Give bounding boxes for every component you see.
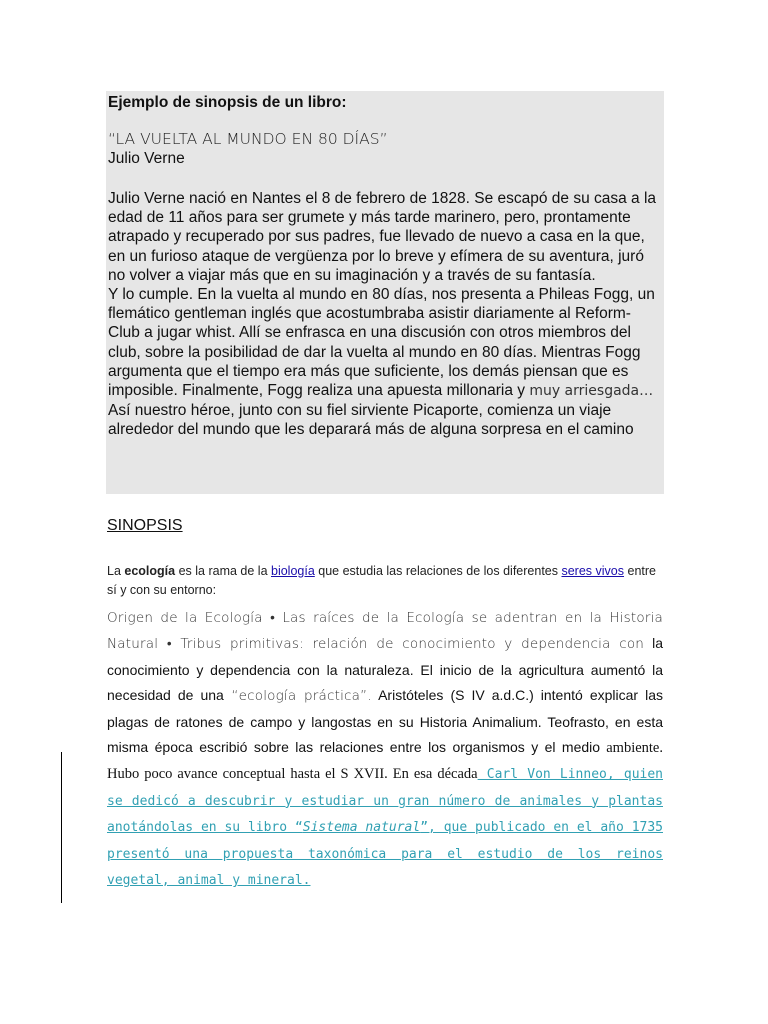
book-author: Julio Verne	[108, 150, 185, 167]
intro-mid: es la rama de la	[175, 564, 271, 578]
synopsis-example-content	[106, 91, 664, 440]
biology-link[interactable]: biología	[271, 564, 315, 578]
linneo-link-part-a: Carl Von Linneo, quien se dedicó a descubrir y estudiar un gran número de animales y plantas anotándolas en su libro “	[107, 767, 663, 836]
living-beings-link[interactable]: seres vivos	[561, 564, 625, 578]
linneo-link[interactable]	[107, 767, 663, 888]
example-title: Ejemplo de sinopsis de un libro:	[108, 94, 347, 111]
margin-vertical-line	[61, 752, 62, 903]
ecology-body	[107, 605, 663, 893]
synopsis-paragraph-2-tail: muy arriesgada…	[529, 383, 654, 400]
ecology-text-2: Aristóteles (S IV a.d.C.) intentó explicar las plagas de ratones de campo y langostas en su Historia Animalium. Teofrasto, en esta misma época escribió sobre las relaciones entre los organismos y el medio	[107, 687, 663, 756]
intro-la: La	[107, 564, 125, 578]
ecology-text-serif: ambiente. Hubo poco avance conceptual hasta el S XVII. En esa década	[107, 740, 663, 783]
synopsis-text	[108, 189, 662, 440]
intro-ecology-bold: ecología	[124, 564, 176, 578]
intro-mid2: que estudia las relaciones de los diferentes	[314, 564, 562, 578]
ecology-text-1: la conocimiento y dependencia con la naturaleza. El inicio de la agricultura aumentó la necesidad de una	[107, 635, 663, 704]
ecology-origin-text: Origen de la Ecología • Las raíces de la Ecología se adentran en la Historia Natural • Tribus primitivas: relación de conocimiento y dependencia con	[107, 610, 663, 653]
synopsis-paragraph-2-text: Y lo cumple. En la vuelta al mundo en 80 días, nos presenta a Phileas Fogg, un flemático gentleman inglés que acostumbraba asistir diariamente al Reform-Club a jugar whist. Allí se enfrasca en una discusión con otros miembros del club, sobre la posibilidad de dar la vuelta al mundo en 80 días. Mientras Fogg argumenta que el tiempo era más que suficiente, los demás piensan que es imposible. Finalmente, Fogg realiza una apuesta millonaria y	[108, 286, 655, 400]
synopsis-paragraph-3: Así nuestro héroe, junto con su fiel sirviente Picaporte, comienza un viaje alrededor del mundo que les deparará más de alguna sorpresa en el camino	[108, 402, 634, 439]
linneo-link-italic: Sistema natural	[302, 820, 421, 836]
linneo-link-part-b: ”, que publicado en el año 1735 presentó una propuesta taxonómica para el estudio de los reinos vegetal, animal y mineral.	[107, 820, 663, 889]
synopsis-paragraph-1: Julio Verne nació en Nantes el 8 de febrero de 1828. Se escapó de su casa a la edad de 11 años para ser grumete y más tarde marinero, pero, prontamente atrapado y recuperado por sus padres, fue llevado de nuevo a casa en la que, en un furioso ataque de vergüenza por lo breve y efímera de su aventura, juró no volver a viajar más que en su imaginación y a través de su fantasía.	[108, 190, 657, 284]
synopsis-example-box	[106, 91, 664, 494]
ecology-intro	[107, 562, 667, 600]
ecology-practical-quote: “ecología práctica”.	[223, 688, 372, 705]
book-title: “LA VUELTA AL MUNDO EN 80 DÍAS”	[108, 130, 388, 148]
synopsis-paragraph-2	[108, 285, 662, 401]
intro-end: entre sí y con su entorno:	[107, 564, 656, 597]
sinopsis-heading: SINOPSIS	[107, 517, 183, 534]
